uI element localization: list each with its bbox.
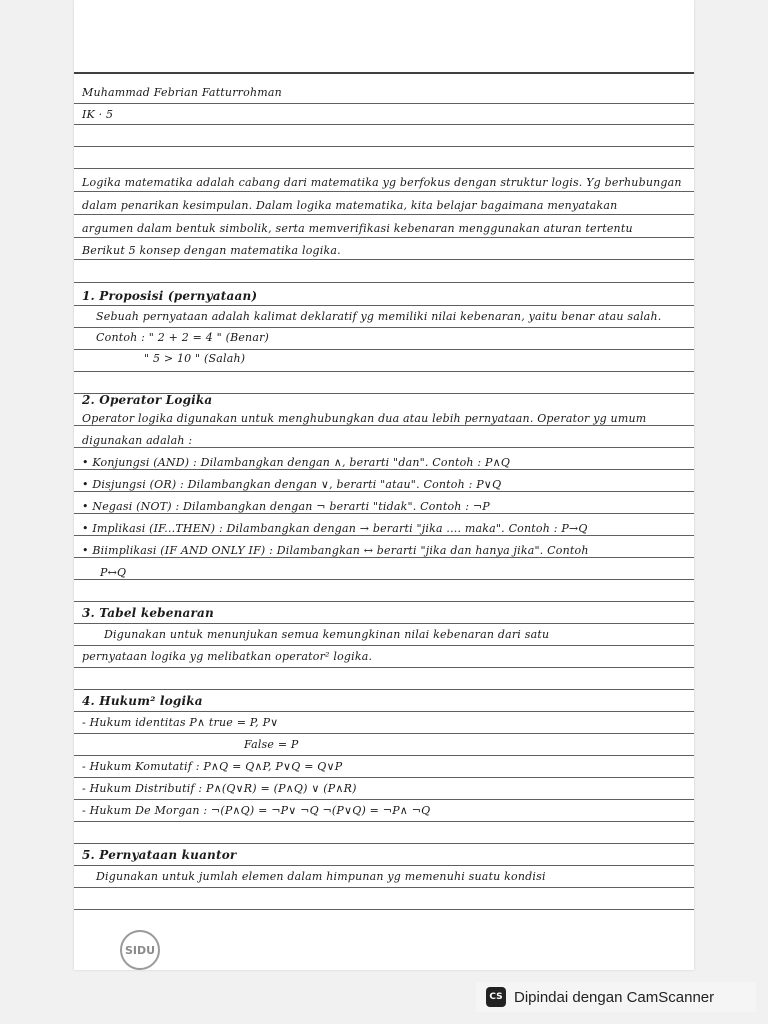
ruled-line: [74, 623, 694, 624]
section-2-line-4: • Disjungsi (OR) : Dilambangkan dengan ∨, berarti "atau". Contoh : P∨Q: [82, 478, 502, 491]
ruled-line: [74, 305, 694, 306]
ruled-line: [74, 777, 694, 778]
ruled-line: [74, 755, 694, 756]
ruled-line: [74, 887, 694, 888]
ruled-line: [74, 282, 694, 283]
camscanner-label: Dipindai dengan CamScanner: [514, 988, 715, 1006]
ruled-line: [74, 535, 694, 536]
sidu-stamp: SIDU: [120, 930, 160, 970]
section-2-line-6: • Implikasi (IF...THEN) : Dilambangkan dengan → berarti "jika .... maka". Contoh : P→Q: [82, 522, 588, 535]
ruled-line: [74, 799, 694, 800]
ruled-line: [74, 821, 694, 822]
ruled-line: [74, 711, 694, 712]
section-3-heading: 3. Tabel kebenaran: [82, 606, 214, 620]
section-2-line-7: • Biimplikasi (IF AND ONLY IF) : Dilambangkan ↔ berarti "jika dan hanya jika". Contoh: [82, 544, 589, 557]
section-4-heading: 4. Hukum² logika: [82, 694, 203, 708]
section-2-line-3: • Konjungsi (AND) : Dilambangkan dengan ∧, berarti "dan". Contoh : P∧Q: [82, 456, 511, 469]
section-5-line-1: Digunakan untuk jumlah elemen dalam himpunan yg memenuhi suatu kondisi: [96, 870, 546, 883]
section-4-line-3: - Hukum Komutatif : P∧Q = Q∧P, P∨Q = Q∨P: [82, 760, 343, 773]
section-4-line-1: - Hukum identitas P∧ true = P, P∨: [82, 716, 279, 729]
ruled-line: [74, 425, 694, 426]
ruled-line: [74, 557, 694, 558]
ruled-line: [74, 513, 694, 514]
student-class: IK · 5: [82, 108, 114, 121]
ruled-line: [74, 349, 694, 350]
intro-line-4: Berikut 5 konsep dengan matematika logika.: [82, 244, 341, 257]
section-3-line-2: pernyataan logika yg melibatkan operator² logika.: [82, 650, 373, 663]
notebook-page: [74, 0, 694, 970]
ruled-line: [74, 124, 694, 125]
ruled-line: [74, 843, 694, 844]
section-1-heading: 1. Proposisi (pernyataan): [82, 289, 258, 303]
ruled-line: [74, 327, 694, 328]
ruled-line: [74, 259, 694, 260]
ruled-line: [74, 601, 694, 602]
ruled-line: [74, 689, 694, 690]
section-1-line-3: " 5 > 10 " (Salah): [144, 352, 246, 365]
section-3-line-1: Digunakan untuk menunjukan semua kemungkinan nilai kebenaran dari satu: [104, 628, 550, 641]
section-2-line-8: P↔Q: [100, 566, 127, 579]
ruled-line: [74, 733, 694, 734]
ruled-line: [74, 146, 694, 147]
section-2-line-1: Operator logika digunakan untuk menghubungkan dua atau lebih pernyataan. Operator yg umum: [82, 412, 647, 425]
section-4-line-4: - Hukum Distributif : P∧(Q∨R) = (P∧Q) ∨ (P∧R): [82, 782, 357, 795]
section-1-line-2: Contoh : " 2 + 2 = 4 " (Benar): [96, 331, 270, 344]
ruled-line: [74, 865, 694, 866]
camscanner-watermark: [476, 982, 756, 1012]
section-2-heading: 2. Operator Logika: [82, 393, 213, 407]
section-2-line-5: • Negasi (NOT) : Dilambangkan dengan ¬ berarti "tidak". Contoh : ¬P: [82, 500, 490, 513]
section-2-line-2: digunakan adalah :: [82, 434, 193, 447]
ruled-line: [74, 667, 694, 668]
ruled-line: [74, 469, 694, 470]
ruled-line: [74, 237, 694, 238]
section-4-line-2: False = P: [244, 738, 299, 751]
camscanner-logo-icon: CS: [486, 987, 506, 1007]
ruled-line: [74, 168, 694, 169]
ruled-line: [74, 103, 694, 104]
ruled-line: [74, 447, 694, 448]
intro-line-2: dalam penarikan kesimpulan. Dalam logika matematika, kita belajar bagaimana menyatakan: [82, 199, 618, 212]
section-1-line-1: Sebuah pernyataan adalah kalimat deklaratif yg memiliki nilai kebenaran, yaitu benar atau salah.: [96, 310, 662, 323]
ruled-line: [74, 579, 694, 580]
ruled-line: [74, 371, 694, 372]
ruled-line: [74, 191, 694, 192]
section-4-line-5: - Hukum De Morgan : ¬(P∧Q) = ¬P∨ ¬Q ¬(P∨Q) = ¬P∧ ¬Q: [82, 804, 431, 817]
ruled-line: [74, 72, 694, 74]
ruled-line: [74, 909, 694, 910]
student-name: Muhammad Febrian Fatturrohman: [82, 86, 282, 99]
intro-line-3: argumen dalam bentuk simbolik, serta memverifikasi kebenaran menggunakan aturan tertentu: [82, 222, 633, 235]
ruled-line: [74, 214, 694, 215]
ruled-line: [74, 491, 694, 492]
intro-line-1: Logika matematika adalah cabang dari matematika yg berfokus dengan struktur logis. Yg berhubungan: [82, 176, 682, 189]
ruled-line: [74, 645, 694, 646]
section-5-heading: 5. Pernyataan kuantor: [82, 848, 237, 862]
